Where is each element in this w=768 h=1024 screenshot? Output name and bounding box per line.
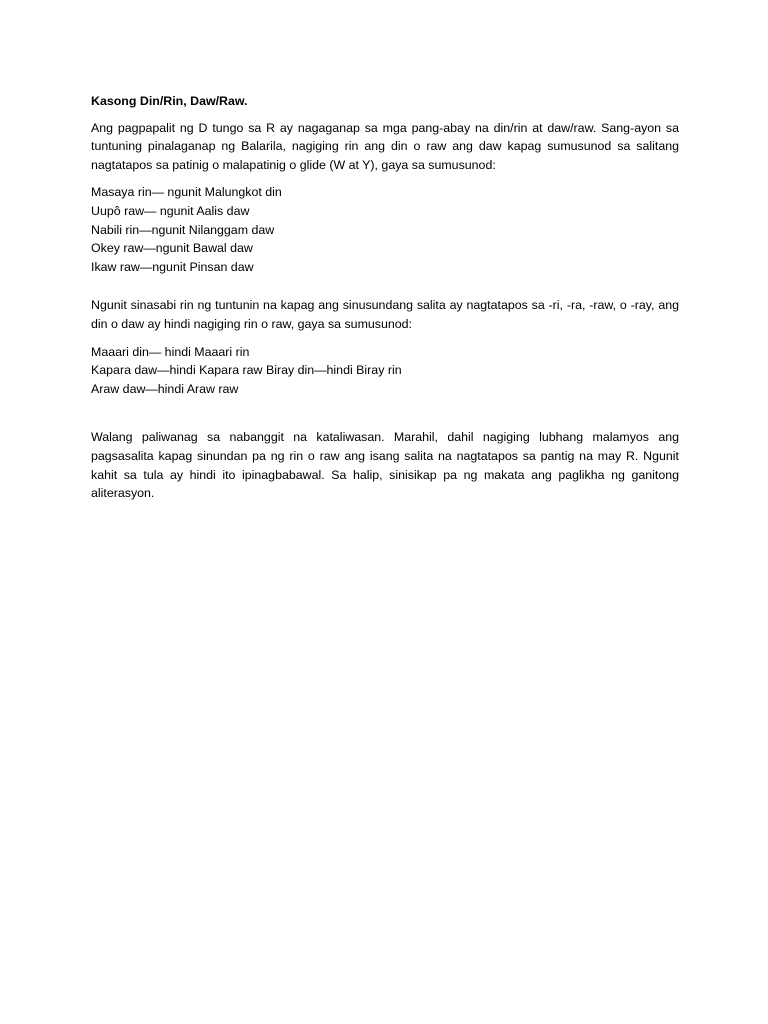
example-list-rin-raw xyxy=(91,183,679,276)
example-line: Araw daw—hindi Araw raw xyxy=(91,381,239,396)
paragraph-explanation: Walang paliwanag sa nabanggit na kataliwasan. Marahil, dahil nagiging lubhang malamyos ang pagsasalita kapag sinundan pa ng rin o raw ang isang salita na nagtatapos sa pantig na may R. Ngunit kahit sa tula ay hindi ito ipinagbabawal. Sa halip, sinisikap pa ng makata ang paglikha ng ganitong aliterasyon. xyxy=(91,430,679,501)
example-line: Masaya rin— ngunit Malungkot din xyxy=(91,185,282,200)
document-title: Kasong Din/Rin, Daw/Raw. xyxy=(91,94,248,108)
example-line: Uupô raw— ngunit Aalis daw xyxy=(91,203,250,218)
example-list-exceptions xyxy=(91,343,679,399)
example-line: Kapara daw—hindi Kapara raw Biray din—hindi Biray rin xyxy=(91,363,402,378)
paragraph-intro: Ang pagpapalit ng D tungo sa R ay nagaganap sa mga pang-abay na din/rin at daw/raw. Sang-ayon sa tuntuning pinalaganap ng Balarila, nagiging rin ang din o raw ang daw kapag sumusunod sa salitang nagtatapos sa patinig o malapatinig o glide (W at Y), gaya sa sumusunod: xyxy=(91,120,679,172)
example-line: Okey raw—ngunit Bawal daw xyxy=(91,241,253,256)
paragraph-exception-rule: Ngunit sinasabi rin ng tuntunin na kapag ang sinusundang salita ay nagtatapos sa -ri, -ra, -raw, o -ray, ang din o daw ay hindi nagiging rin o raw, gaya sa sumusunod: xyxy=(91,298,679,331)
document-page xyxy=(91,92,679,503)
example-line: Ikaw raw—ngunit Pinsan daw xyxy=(91,259,254,274)
example-line: Nabili rin—ngunit Nilanggam daw xyxy=(91,222,275,237)
example-line: Maaari din— hindi Maaari rin xyxy=(91,344,250,359)
